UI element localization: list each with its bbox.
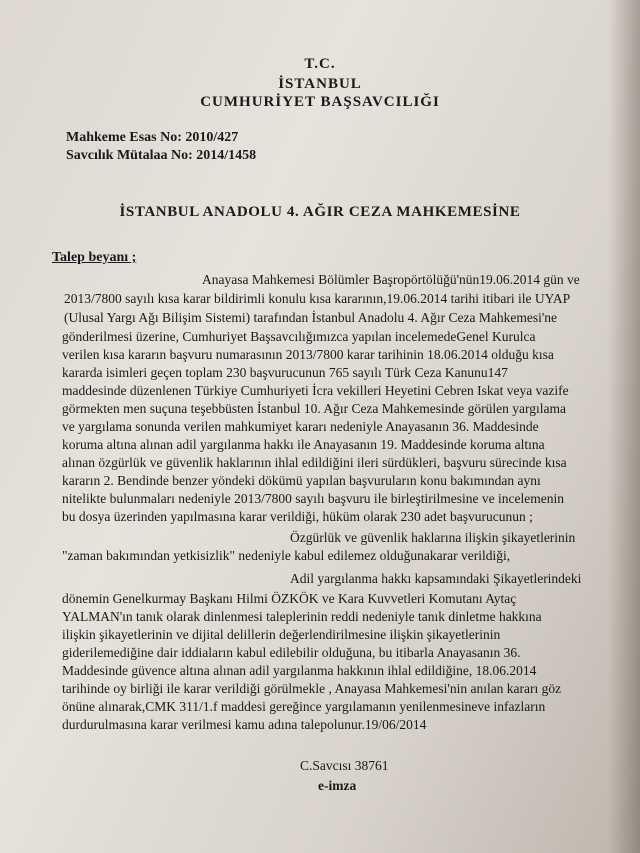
- body-line: verilen kısa kararın başvuru numarasının 2013/7800 karar tarihinin 18.06.2014 olduğu kısa: [62, 347, 554, 362]
- header-tc: T.C.: [304, 56, 336, 72]
- header-city: İSTANBUL: [278, 76, 362, 92]
- body-line: önüne alınarak,CMK 311/1.f maddesi gereğince yargılamanın yenilenmesineve infazların: [62, 699, 546, 714]
- body-line: nitelikte bulunmaları nedeniyle 2013/7800 sayılı başvuru ile birleştirilmesine ve incelemenin: [62, 491, 564, 506]
- body-line: 2013/7800 sayılı kısa karar bildirimli konulu kısa kararının,19.06.2014 tarihi itibari ile UYAP: [64, 291, 571, 306]
- body-line: Adil yargılanma hakkı kapsamındaki Şikayetlerindeki: [290, 571, 582, 586]
- body-line: YALMAN'ın tanık olarak dinlenmesi taleplerinin reddi nedeniyle tanık dinletme hakkına: [62, 609, 542, 624]
- body-line: dönemin Genelkurmay Başkanı Hilmi ÖZKÖK ve Kara Kuvvetleri Komutanı Aytaç: [62, 591, 517, 606]
- body-line: ve yargılama sonunda verilen mahkumiyet kararı nedeniyle Anayasanın 36. Maddesinde: [62, 419, 539, 434]
- esas-number: Mahkeme Esas No: 2010/427: [66, 130, 239, 145]
- talep-heading: Talep beyanı ;: [52, 250, 137, 265]
- court-addressee: İSTANBUL ANADOLU 4. AĞIR CEZA MAHKEMESİNE: [119, 204, 521, 220]
- body-line: alınan özgürlük ve güvenlik haklarının ihlal edildiğini ileri sürdükleri, başvuru sürecinde kısa: [62, 455, 567, 470]
- body-line: Özgürlük ve güvenlik haklarına ilişkin şikayetlerinin: [290, 530, 576, 545]
- body-line: görmekten men suçuna teşebbüsten İstanbul 10. Ağır Ceza Mahkemesinde görülen yargılama: [62, 401, 566, 416]
- body-line: maddesinde düzenlenen Türkiye Cumhuriyeti İcra vekilleri Heyetini Cebren Iskat veya vazife: [62, 383, 569, 398]
- body-line: kararın 2. Bendinde benzer yöndeki dökümü yapılan başvuruların konu bakımından aynı: [62, 473, 541, 488]
- header-office: CUMHURİYET BAŞSAVCILIĞI: [200, 94, 440, 110]
- e-signature-label: e-imza: [318, 778, 357, 793]
- body-line: Anayasa Mahkemesi Bölümler Başropörtölüğü'nün19.06.2014 gün ve: [202, 272, 580, 287]
- body-line: ilişkin şikayetlerinin ve dijital delillerin değerlendirilmesine ilişkin şikayetlerinin: [62, 627, 501, 642]
- prosecutor-signature: C.Savcısı 38761: [300, 758, 389, 773]
- body-line: giderilemediğine dair iddiaların kabul edilebilir olduğuna, bu itibarla Anayasanın 36.: [62, 645, 521, 660]
- body-line: kararda isimleri geçen toplam 230 başvurucunun 765 sayılı Türk Ceza Kanunu147: [62, 365, 508, 380]
- body-line: Maddesinde güvence altına alınan adil yargılanma hakkının ihlal edildiğine, 18.06.2014: [62, 663, 537, 678]
- body-line: durdurulmasına karar verilmesi kamu adına talepolunur.19/06/2014: [62, 717, 427, 732]
- body-line: tarihinde oy birliği ile karar verildiği görülmekle , Anayasa Mahkemesi'nin anılan kararı göz: [62, 681, 562, 696]
- mutalaa-number: Savcılık Mütalaa No: 2014/1458: [66, 148, 257, 163]
- body-line: gönderilmesi üzerine, Cumhuriyet Başsavcılığımızca yapılan incelemedeGenel Kurulca: [62, 329, 536, 344]
- body-line: "zaman bakımından yetkisizlik" nedeniyle kabul edilemez olduğunakarar verildiği,: [62, 548, 511, 563]
- body-line: bu dosya üzerinden yapılmasına karar verildiği, hüküm olarak 230 adet başvurucunun ;: [62, 509, 533, 524]
- body-line: koruma altına alınan adil yargılanma hakkı ile Anayasanın 19. Maddesinde koruma altına: [62, 437, 545, 452]
- body-line: (Ulusal Yargı Ağı Bilişim Sistemi) tarafından İstanbul Anadolu 4. Ağır Ceza Mahkemesi'ne: [64, 310, 558, 325]
